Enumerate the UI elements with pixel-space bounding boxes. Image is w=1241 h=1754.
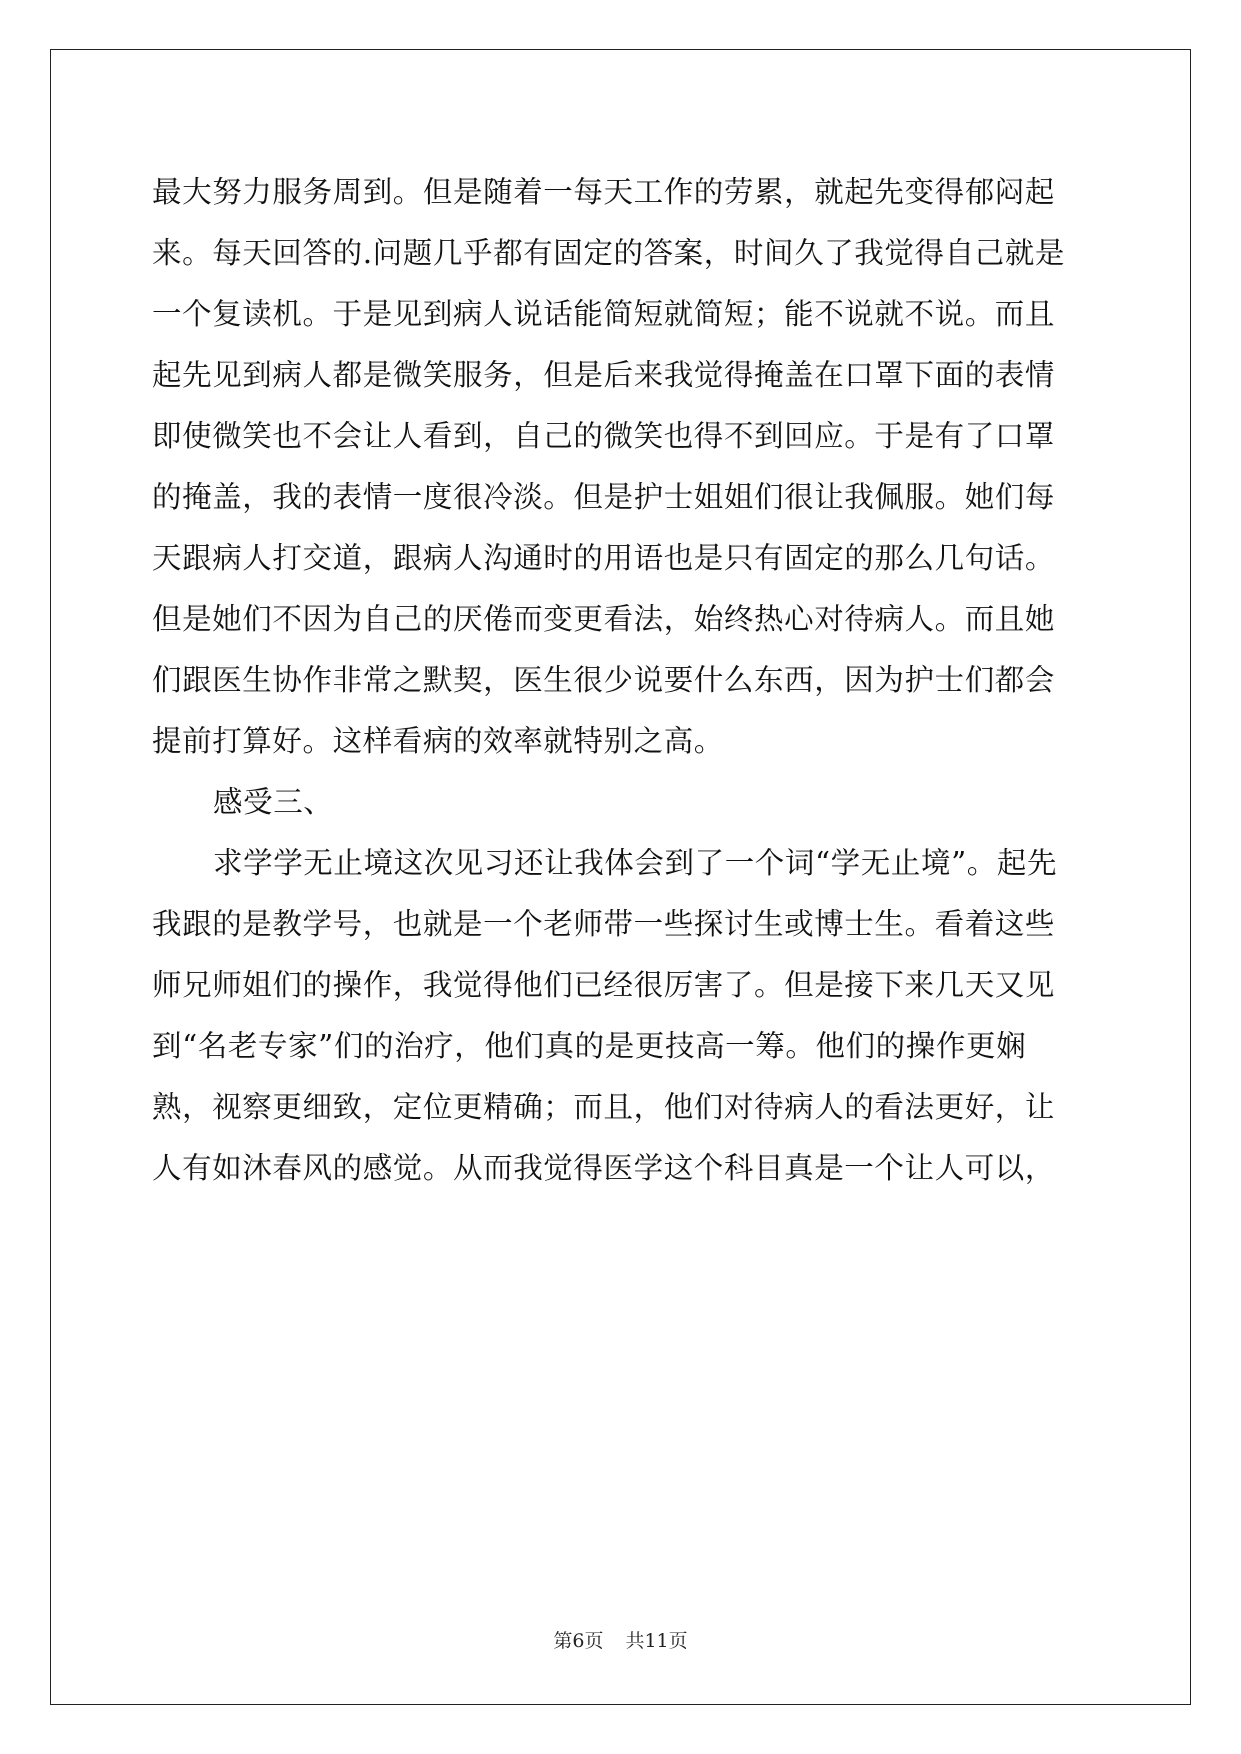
document-body xyxy=(152,162,1092,1199)
text-line: 提前打算好。这样看病的效率就特别之高。 xyxy=(152,724,724,758)
text-line: 来。每天回答的.问题几乎都有固定的答案，时间久了我觉得自己就是 xyxy=(152,236,1065,270)
text-line: 人有如沐春风的感觉。从而我觉得医学这个科目真是一个让人可以， xyxy=(152,1151,1056,1185)
text-line: 我跟的是教学号，也就是一个老师带一些探讨生或博士生。看着这些 xyxy=(152,907,1056,941)
text-line: 天跟病人打交道，跟病人沟通时的用语也是只有固定的那么几句话。 xyxy=(152,541,1056,575)
text-line: 但是她们不因为自己的厌倦而变更看法，始终热心对待病人。而且她 xyxy=(152,602,1056,636)
text-line: 的掩盖，我的表情一度很冷淡。但是护士姐姐们很让我佩服。她们每 xyxy=(152,480,1056,514)
page-total: 共11页 xyxy=(625,1630,688,1652)
text-line: 起先见到病人都是微笑服务，但是后来我觉得掩盖在口罩下面的表情 xyxy=(152,358,1056,392)
page-footer xyxy=(0,1626,1241,1653)
text-line: 到“名老专家”们的治疗，他们真的是更技高一筹。他们的操作更娴 xyxy=(152,1029,1027,1063)
text-line: 们跟医生协作非常之默契，医生很少说要什么东西，因为护士们都会 xyxy=(152,663,1056,697)
text-line: 求学学无止境这次见习还让我体会到了一个词“学无止境”。起先 xyxy=(213,846,1058,880)
text-line: 师兄师姐们的操作，我觉得他们已经很厉害了。但是接下来几天又见 xyxy=(152,968,1056,1002)
section-heading: 感受三、 xyxy=(213,785,334,819)
text-line: 即使微笑也不会让人看到，自己的微笑也得不到回应。于是有了口罩 xyxy=(152,419,1056,453)
text-line: 熟，视察更细致，定位更精确；而且，他们对待病人的看法更好，让 xyxy=(152,1090,1056,1124)
text-line: 最大努力服务周到。但是随着一每天工作的劳累，就起先变得郁闷起 xyxy=(152,175,1056,209)
page-number: 第6页 xyxy=(553,1630,604,1652)
text-line: 一个复读机。于是见到病人说话能简短就简短；能不说就不说。而且 xyxy=(152,297,1056,331)
